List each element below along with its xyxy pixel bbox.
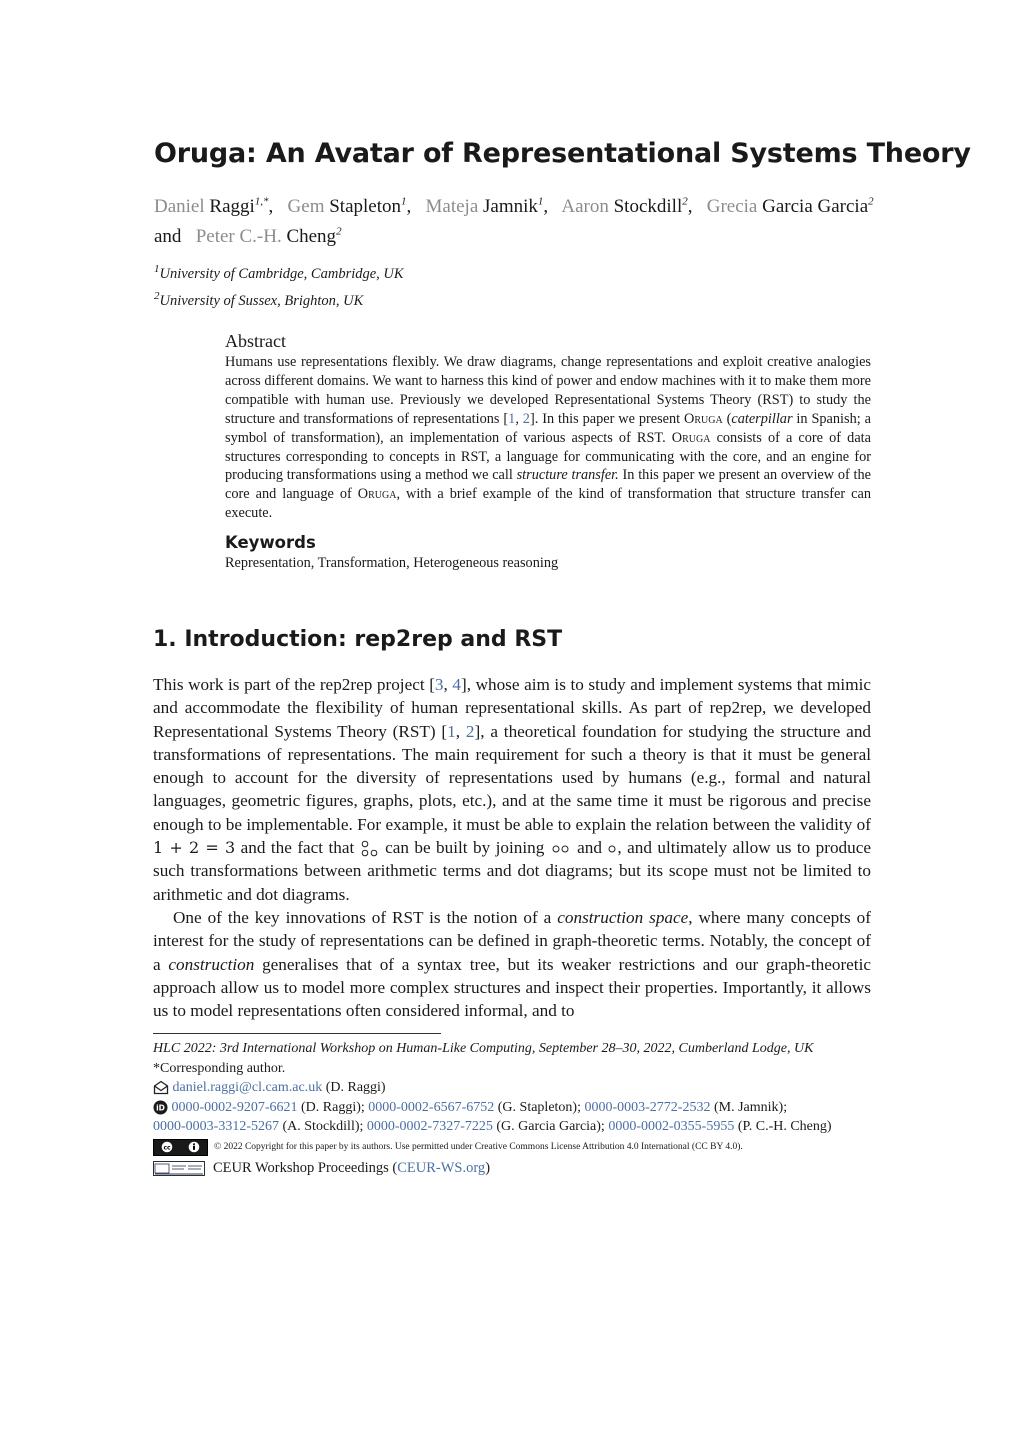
author: Gem Stapleton$^1$, bbox=[287, 196, 412, 218]
orcid-link[interactable]: 0000-0002-0355-5955 bbox=[608, 1119, 735, 1135]
author: Mateja Jamnik$^1$, bbox=[425, 196, 549, 218]
affiliation: $^1$University of Cambridge, Cambridge, UK bbox=[154, 263, 404, 282]
citation-link[interactable]: 2 bbox=[465, 721, 475, 741]
section-heading: 1. Introduction: rep2rep and RST bbox=[153, 627, 563, 652]
ceur-logo-icon bbox=[153, 1161, 205, 1176]
email-link[interactable]: daniel.raggi@cl.cam.ac.uk bbox=[172, 1080, 323, 1096]
author: Grecia Garcia Garcia$^2$ and bbox=[154, 196, 874, 247]
two-dots-diagram bbox=[550, 843, 572, 855]
svg-text:cc: cc bbox=[163, 1144, 171, 1152]
orcid-icon bbox=[153, 1100, 168, 1115]
ceur-link[interactable]: CEUR-WS.org bbox=[397, 1159, 486, 1176]
keywords-heading: Keywords bbox=[225, 533, 316, 552]
citation-link[interactable]: 1 bbox=[447, 721, 456, 741]
envelope-icon bbox=[153, 1080, 169, 1095]
author: Daniel Raggi$^{1,*}$, bbox=[154, 196, 274, 218]
section-body bbox=[153, 673, 871, 1022]
svg-text:iD: iD bbox=[156, 1103, 165, 1113]
email-line: daniel.raggi@cl.cam.ac.uk (D. Raggi) bbox=[153, 1078, 878, 1098]
venue-note: HLC 2022: 3rd International Workshop on Human-Like Computing, September 28–30, 2022, Cumberland Lodge, UK bbox=[153, 1041, 814, 1056]
paragraph: One of the key innovations of RST is the notion of a construction space, where many concepts of interest for the study of representations can be defined in graph-theoretic terms. Notably, the concept of a construction generalises that of a syntax tree, but its weaker restrictions and our graph-theoretic approach allow us to model more complex structures and inspect their properties. Importantly, it allows us to model representations often considered informal, and to bbox=[153, 907, 871, 1021]
affiliation: $^2$University of Sussex, Brighton, UK bbox=[154, 289, 364, 309]
citation-link[interactable]: 2 bbox=[522, 410, 530, 427]
math-expression: 1 + 2 = 3 bbox=[153, 838, 236, 858]
author: Aaron Stockdill$^2$, bbox=[561, 196, 693, 218]
cc-by-badge-icon bbox=[153, 1139, 208, 1156]
three-dots-diagram bbox=[360, 839, 380, 859]
orcid-link[interactable]: 0000-0002-7327-7225 bbox=[366, 1119, 493, 1135]
orcid-link[interactable]: 0000-0002-9207-6621 bbox=[171, 1099, 298, 1115]
abstract-heading: Abstract bbox=[225, 331, 286, 351]
orcid-link[interactable]: 0000-0002-6567-6752 bbox=[368, 1099, 495, 1115]
license-text: © 2022 Copyright for this paper by its authors. Use permitted under Creative Commons License Attribution 4.0 International (CC BY 4.0). bbox=[214, 1142, 743, 1153]
author: Peter C.-H. Cheng$^2$ bbox=[195, 225, 342, 247]
abstract-body: Humans use representations flexibly. We draw diagrams, change representations and exploit creative analogies across different domains. We want to harness this kind of power and endow machines with it to make them more compatible with human use. Previously we developed Representational Systems Theory (RST) to study the structure and transformations of representations [1, 2]. In this paper we present Oruga (caterpillar in Spanish; a symbol of transformation), an implementation of various aspects of RST. Oruga consists of a core of data structures corresponding to concepts in RST, a language for communicating with the core, and an engine for producing transformations using a method we call structure transfer. In this paper we present an overview of the core and language of Oruga, with a brief example of the kind of transformation that structure transfer can execute. bbox=[225, 354, 872, 522]
paragraph: This work is part of the rep2rep project [3, 4], whose aim is to study and implement systems that mimic and accommodate the flexibility of human representational skills. As part of rep2rep, we developed Representational Systems Theory (RST) [1, 2], a theoretical foundation for studying the structure and transformations of representations. The main requirement for such a theory is that it must be general enough to account for the diversity of representations used by humans (e.g., formal and natural languages, geometric figures, graphs, plots, etc.), and at the same time it must be rigorous and precise enough to be implementable. For example, it must be able to explain the relation between the validity of 1 + 2 = 3 and the fact that can be built by joining and , and ultimately allow us to produce such transformations between arithmetic terms and dot diagrams; but its scope must not be limited to arithmetic and dot diagrams. bbox=[153, 675, 872, 904]
citation-link[interactable]: 3 bbox=[434, 675, 444, 694]
license-line bbox=[153, 1139, 878, 1156]
author-list bbox=[154, 190, 874, 249]
footnotes bbox=[153, 1039, 878, 1179]
citation-link[interactable]: 1 bbox=[508, 410, 516, 427]
paper-title: Oruga: An Avatar of Representational Systems Theory bbox=[154, 138, 971, 169]
citation-link[interactable]: 4 bbox=[452, 675, 461, 694]
footnote-divider bbox=[153, 1033, 441, 1034]
keywords-list: Representation, Transformation, Heterogeneous reasoning bbox=[225, 555, 559, 571]
corresponding-note: *Corresponding author. bbox=[153, 1060, 286, 1076]
one-dot-diagram bbox=[607, 843, 617, 855]
orcid-link[interactable]: 0000-0003-3312-5267 bbox=[153, 1119, 279, 1135]
ceur-line: CEUR Workshop Proceedings (CEUR-WS.org) bbox=[153, 1159, 878, 1179]
affiliations bbox=[154, 258, 754, 312]
orcid-line: iD 0000-0002-9207-6621 (D. Raggi); 0000-0002-6567-6752 (G. Stapleton); 0000-0003-2772-2532 (M. Jamnik); 0000-0003-3312-5267 (A. Stockdill); 0000-0002-7327-7225 (G. Garcia Garcia); 0000-0002-0355-5955 (P. C.-H. Cheng) bbox=[153, 1099, 832, 1135]
orcid-link[interactable]: 0000-0003-2772-2532 bbox=[584, 1099, 711, 1115]
